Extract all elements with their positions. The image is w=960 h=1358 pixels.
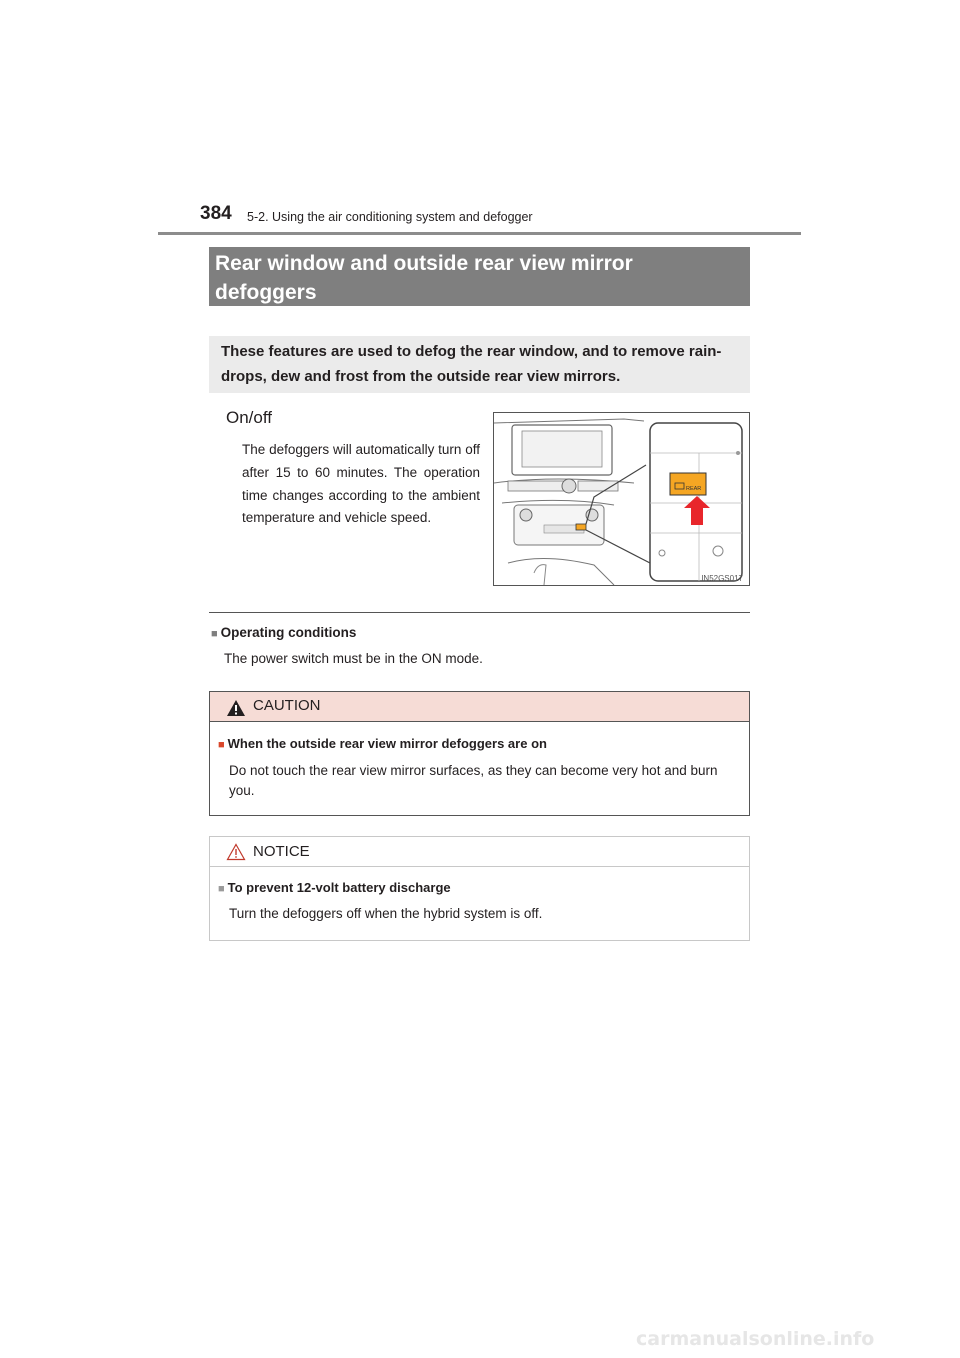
warning-triangle-icon — [226, 699, 246, 717]
notice-subheading-text: To prevent 12-volt battery discharge — [227, 880, 451, 895]
notice-header — [210, 837, 749, 867]
caution-label: CAUTION — [253, 697, 321, 714]
notice-box — [209, 836, 750, 941]
intro-line-1: These features are used to defog the rear window, and to remove rain- — [221, 343, 722, 360]
caution-box — [209, 691, 750, 816]
square-bullet-icon: ■ — [218, 739, 225, 751]
notice-triangle-icon — [226, 843, 246, 861]
caution-subheading — [218, 736, 547, 751]
caution-subheading-text: When the outside rear view mirror defoggers are on — [227, 736, 547, 751]
notice-subheading — [218, 880, 451, 895]
onoff-description: The defoggers will automatically turn off after 15 to 60 minutes. The operation time changes according to the ambient temperature and vehicle speed. — [242, 442, 480, 526]
intro-box — [209, 336, 750, 393]
operating-conditions-text: The power switch must be in the ON mode. — [224, 651, 483, 666]
section-title-bar — [209, 247, 750, 306]
dashboard-illustration — [493, 412, 750, 586]
onoff-label: On/off — [226, 408, 272, 427]
section-title-line-1: Rear window and outside rear view mirror — [215, 252, 633, 275]
notice-label: NOTICE — [253, 843, 310, 860]
square-bullet-icon: ■ — [211, 628, 218, 640]
caution-text: Do not touch the rear view mirror surfaces, as they can become very hot and burn you. — [229, 763, 718, 798]
square-bullet-icon: ■ — [218, 883, 225, 895]
section-rule — [209, 612, 750, 613]
caution-header — [210, 692, 749, 722]
watermark: carmanualsonline.info — [636, 1328, 875, 1350]
figure-code: IN52GS017 — [701, 574, 743, 583]
header-rule — [158, 232, 801, 235]
operating-conditions-heading — [211, 625, 356, 640]
intro-line-2: drops, dew and frost from the outside rear view mirrors. — [221, 368, 621, 385]
section-title-line-2: defoggers — [215, 281, 317, 304]
page-number: 384 — [200, 203, 232, 224]
dashboard-drawing — [494, 413, 749, 585]
notice-text: Turn the defoggers off when the hybrid system is off. — [229, 906, 543, 921]
operating-conditions-title: Operating conditions — [220, 625, 357, 640]
running-head: 5-2. Using the air conditioning system and defogger — [247, 210, 533, 224]
rear-button-label: REAR — [686, 486, 702, 492]
